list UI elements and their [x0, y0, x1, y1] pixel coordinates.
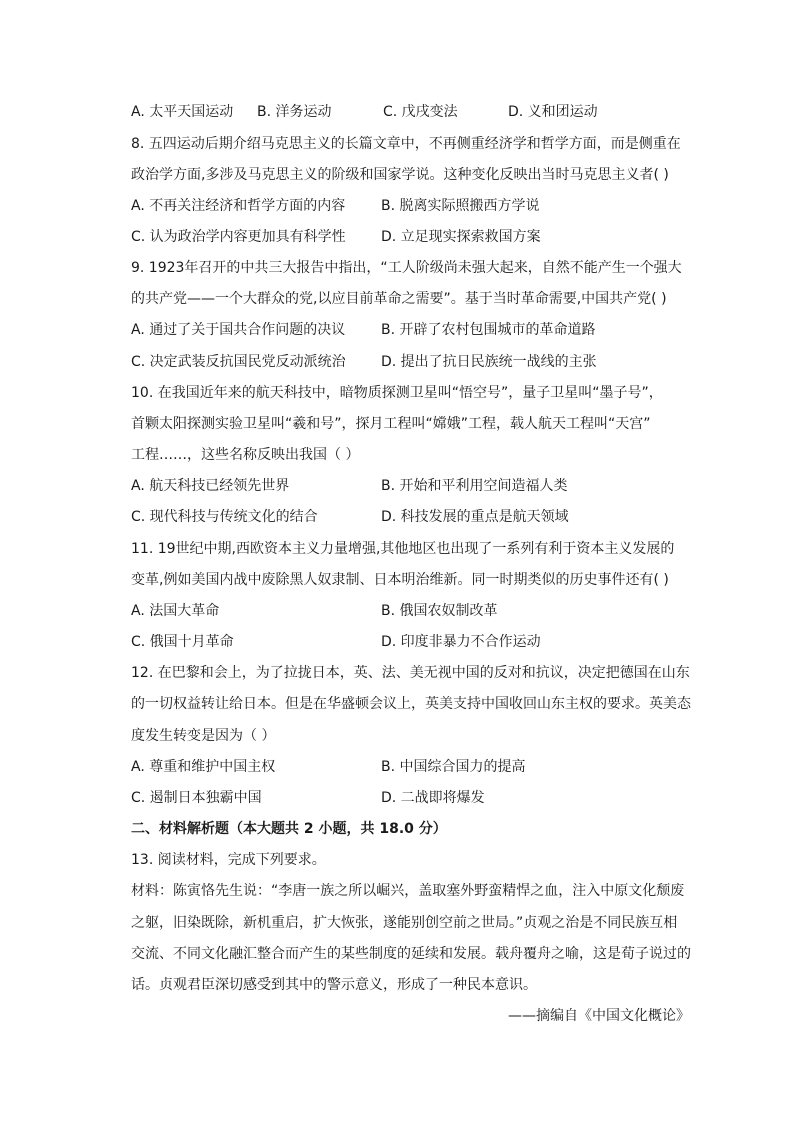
q9-option-d[interactable]: D. 提出了抗日民族统一战线的主张: [381, 354, 597, 370]
q13-material-line3: 交流、不同文化融汇整合而产生的某些制度的延续和发展。载舟覆舟之喻，这是荀子说过的: [131, 946, 691, 962]
q12-option-b[interactable]: B. 中国综合国力的提高: [381, 759, 526, 775]
q13-material-line4: 话。贞观君臣深切感受到其中的警示意义，形成了一种民本意识。: [131, 977, 537, 993]
q11-option-d[interactable]: D. 印度非暴力不合作运动: [381, 634, 541, 650]
q11-option-b[interactable]: B. 俄国农奴制改革: [381, 603, 498, 619]
section-heading: 二、材料解析题（本大题共 2 小题，共 18.0 分）: [131, 821, 447, 837]
q12-option-d[interactable]: D. 二战即将爆发: [381, 790, 485, 806]
q8-option-c[interactable]: C. 认为政治学内容更加具有科学性: [131, 229, 346, 245]
q8-option-a[interactable]: A. 不再关注经济和哲学方面的内容: [131, 198, 346, 214]
q13-stem: 13. 阅读材料，完成下列要求。: [131, 852, 326, 868]
q7-option-d[interactable]: D. 义和团运动: [508, 104, 598, 120]
q9-option-b[interactable]: B. 开辟了农村包围城市的革命道路: [381, 322, 596, 338]
q8-stem-line2: 政治学方面,多涉及马克思主义的阶级和国家学说。这种变化反映出当时马克思主义者( ): [131, 167, 669, 183]
q13-material-line2: 之躯，旧染既除，新机重启，扩大恢张，遂能别创空前之世局。”贞观之治是不同民族互相: [131, 915, 678, 931]
q7-option-a[interactable]: A. 太平天国运动: [131, 104, 234, 120]
q11-option-a[interactable]: A. 法国大革命: [131, 603, 220, 619]
q11-stem-line1: 11. 19世纪中期,西欧资本主义力量增强,其他地区也出现了一系列有利于资本主义发展的: [131, 541, 675, 557]
q9-stem-line2: 的共产党——一个大群众的党,以应目前革命之需要”。基于当时革命需要,中国共产党( ): [131, 291, 667, 307]
q10-stem-line1: 10. 在我国近年来的航天科技中，暗物质探测卫星叫“悟空号”，量子卫星叫“墨子号”，: [131, 385, 663, 401]
q10-option-c[interactable]: C. 现代科技与传统文化的结合: [131, 509, 318, 525]
q8-option-b[interactable]: B. 脱离实际照搬西方学说: [381, 198, 540, 214]
q9-stem-line1: 9. 1923年召开的中共三大报告中指出，“工人阶级尚未强大起来，自然不能产生一个强大: [131, 260, 682, 276]
q11-option-c[interactable]: C. 俄国十月革命: [131, 634, 234, 650]
q10-option-d[interactable]: D. 科技发展的重点是航天领域: [381, 509, 569, 525]
q13-source-citation: ——摘编自《中国文化概论》: [508, 1008, 690, 1024]
q10-stem-line2: 首颗太阳探测实验卫星叫“羲和号”，探月工程叫“嫦娥”工程，载人航天工程叫“天宫”: [131, 416, 651, 432]
q10-stem-line3: 工程……，这些名称反映出我国（ ）: [131, 447, 360, 463]
q12-option-c[interactable]: C. 遏制日本独霸中国: [131, 790, 262, 806]
q12-stem-line1: 12. 在巴黎和会上，为了拉拢日本，英、法、美无视中国的反对和抗议，决定把德国在山东: [131, 665, 690, 681]
q12-option-a[interactable]: A. 尊重和维护中国主权: [131, 759, 276, 775]
q7-option-b[interactable]: B. 洋务运动: [257, 104, 332, 120]
q13-material-line1: 材料：陈寅恪先生说：“李唐一族之所以崛兴，盖取塞外野蛮精悍之血，注入中原文化颓废: [131, 883, 685, 899]
q11-stem-line2: 变革,例如美国内战中废除黑人奴隶制、日本明治维新。同一时期类似的历史事件还有( ): [131, 572, 669, 588]
q7-option-c[interactable]: C. 戊戌变法: [383, 104, 458, 120]
q8-stem-line1: 8. 五四运动后期介绍马克思主义的长篇文章中，不再侧重经济学和哲学方面，而是侧重在: [131, 136, 681, 152]
q10-option-a[interactable]: A. 航天科技已经领先世界: [131, 478, 290, 494]
q10-option-b[interactable]: B. 开始和平利用空间造福人类: [381, 478, 568, 494]
q12-stem-line2: 的一切权益转让给日本。但是在华盛顿会议上，英美支持中国收回山东主权的要求。英美态: [131, 696, 691, 712]
q12-stem-line3: 度发生转变是因为（ ）: [131, 728, 276, 744]
q8-option-d[interactable]: D. 立足现实探索救国方案: [381, 229, 541, 245]
q9-option-c[interactable]: C. 决定武装反抗国民党反动派统治: [131, 354, 346, 370]
q9-option-a[interactable]: A. 通过了关于国共合作问题的决议: [131, 322, 346, 338]
